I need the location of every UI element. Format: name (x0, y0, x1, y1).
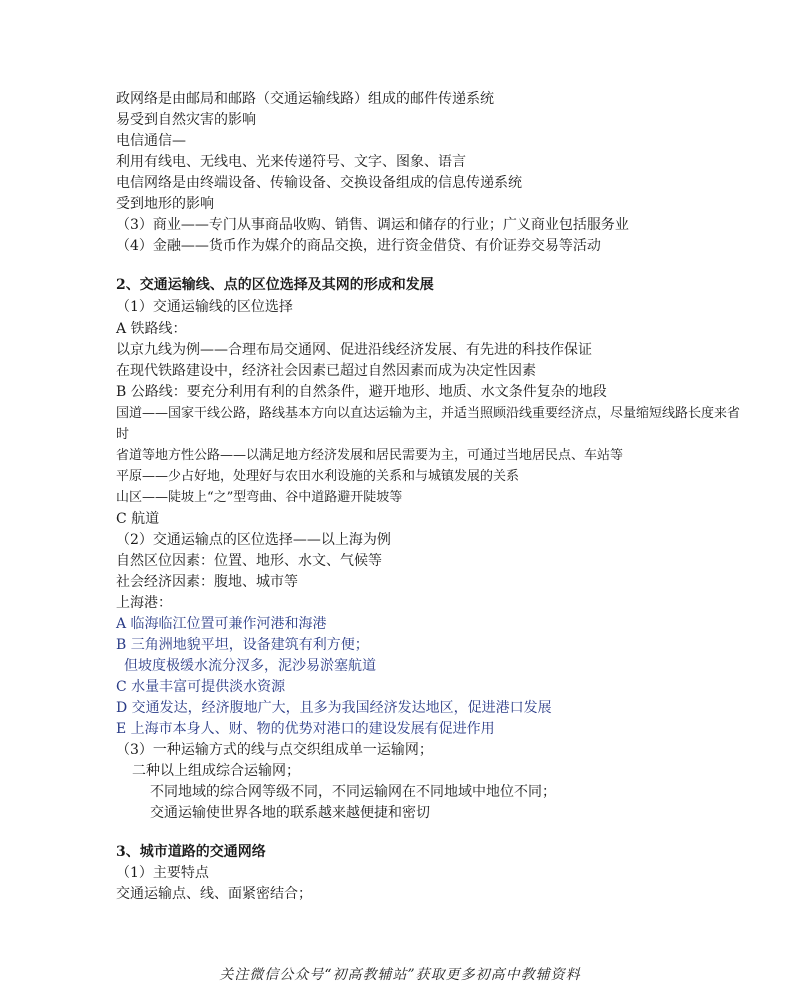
text-line: （3）一种运输方式的线与点交织组成单一运输网； (116, 742, 433, 758)
text-line: A 铁路线： (116, 321, 187, 337)
text-line: A 临海临江位置可兼作河港和海港 (116, 616, 327, 632)
text-line: （2）交通运输点的区位选择——以上海为例 (116, 532, 391, 548)
text-line: 但坡度极缓水流分汊多，泥沙易淤塞航道 (124, 658, 376, 674)
text-line: 上海港： (116, 595, 172, 611)
text-line: 交通运输点、线、面紧密结合； (116, 886, 312, 902)
text-line: （1）交通运输线的区位选择 (116, 299, 293, 315)
text-line: 交通运输使世界各地的联系越来越便捷和密切 (150, 805, 430, 821)
text-line: 电信网络是由终端设备、传输设备、交换设备组成的信息传递系统 (116, 175, 522, 191)
text-line: D 交通发达，经济腹地广大，且多为我国经济发达地区，促进港口发展 (116, 700, 552, 716)
text-line: C 航道 (116, 511, 160, 527)
text-line: 在现代铁路建设中，经济社会因素已超过自然因素而成为决定性因素 (116, 363, 536, 379)
text-line: 二种以上组成综合运输网； (132, 763, 300, 779)
text-line: 时 (116, 427, 130, 442)
text-line: 国道——国家干线公路，路线基本方向以直达运输为主，并适当照顾沿线重要经济点，尽量缩短线路长度来省 (116, 406, 741, 421)
text-line: 社会经济因素：腹地、城市等 (116, 574, 298, 590)
page-footer: 关注微信公众号“初高教辅站”获取更多初高中教辅资料 (219, 967, 581, 983)
text-line: 平原——少占好地，处理好与农田水利设施的关系和与城镇发展的关系 (116, 469, 520, 484)
text-line: 易受到自然灾害的影响 (116, 112, 256, 128)
text-line: 电信通信— (116, 133, 186, 149)
text-line: 山区——陡坡上“之”型弯曲、谷中道路避开陡坡等 (116, 490, 403, 505)
text-line: 省道等地方性公路——以满足地方经济发展和居民需要为主，可通过当地居民点、车站等 (116, 448, 624, 463)
section-heading-2: 2、交通运输线、点的区位选择及其网的形成和发展 (116, 277, 434, 293)
text-line: （3）商业——专门从事商品收购、销售、调运和储存的行业；广义商业包括服务业 (116, 217, 629, 233)
text-line: 利用有线电、无线电、光来传递符号、文字、图象、语言 (116, 154, 466, 170)
text-line: E 上海市本身人、财、物的优势对港口的建设发展有促进作用 (116, 721, 495, 737)
text-line: 受到地形的影响 (116, 196, 214, 212)
text-line: （4）金融——货币作为媒介的商品交换，进行资金借贷、有价证券交易等活动 (116, 238, 601, 254)
section-heading-3: 3、城市道路的交通网络 (116, 844, 266, 860)
text-line: B 公路线：要充分利用有利的自然条件，避开地形、地质、水文条件复杂的地段 (116, 384, 607, 400)
text-line: 不同地域的综合网等级不同，不同运输网在不同地域中地位不同； (150, 784, 556, 800)
text-line: 以京九线为例——合理布局交通网、促进沿线经济发展、有先进的科技作保证 (116, 342, 592, 358)
text-line: 政网络是由邮局和邮路（交通运输线路）组成的邮件传递系统 (116, 91, 494, 107)
text-line: C 水量丰富可提供淡水资源 (116, 679, 286, 695)
text-line: 自然区位因素：位置、地形、水文、气候等 (116, 553, 382, 569)
text-line: （1）主要特点 (116, 865, 209, 881)
text-line: B 三角洲地貌平坦，设备建筑有利方便； (116, 637, 369, 653)
